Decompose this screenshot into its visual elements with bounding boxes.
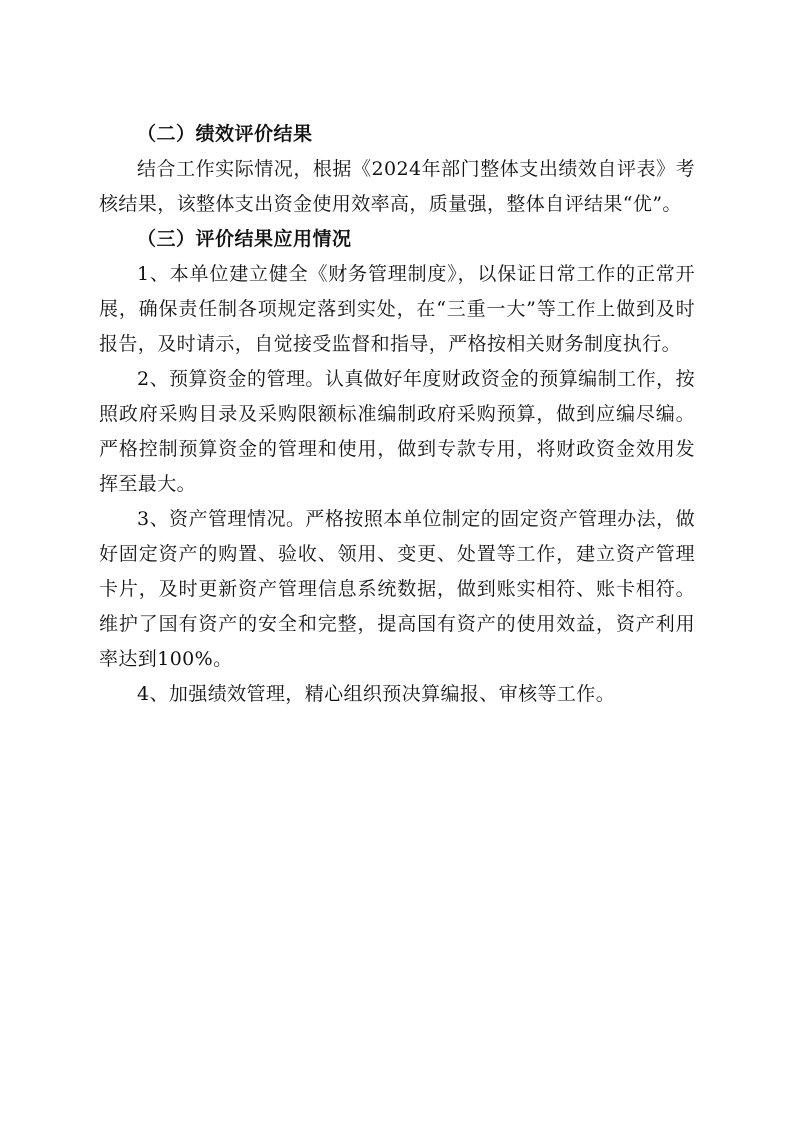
- paragraph-financial-system: 1、本单位建立健全《财务管理制度》，以保证日常工作的正常开展，确保责任制各项规定落到实处，在“三重一大”等工作上做到及时报告，及时请示，自觉接受监督和指导，严格按相关财务制度执行。: [99, 263, 695, 355]
- paragraph-performance-result: 结合工作实际情况，根据《2024年部门整体支出绩效自评表》考核结果，该整体支出资金使用效率高，质量强，整体自评结果“优”。: [99, 158, 695, 215]
- paragraph-asset-management: 3、资产管理情况。严格按照本单位制定的固定资产管理办法，做好固定资产的购置、验收、领用、变更、处置等工作，建立资产管理卡片，及时更新资产管理信息系统数据，做到账实相符、账卡相符。维护了国有资产的安全和完整，提高国有资产的使用效益，资产利用率达到100%。: [99, 508, 695, 670]
- section-heading-result-application: （三）评价结果应用情况: [137, 228, 352, 250]
- paragraph-budget-management: 2、预算资金的管理。认真做好年度财政资金的预算编制工作，按照政府采购目录及采购限额标准编制政府采购预算，做到应编尽编。严格控制预算资金的管理和使用，做到专款专用，将财政资金效用发挥至最大。: [99, 368, 695, 495]
- section-heading-performance-result: （二）绩效评价结果: [137, 123, 313, 145]
- paragraph-performance-management: 4、加强绩效管理，精心组织预决算编报、审核等工作。: [137, 683, 616, 705]
- document-body: [99, 117, 695, 712]
